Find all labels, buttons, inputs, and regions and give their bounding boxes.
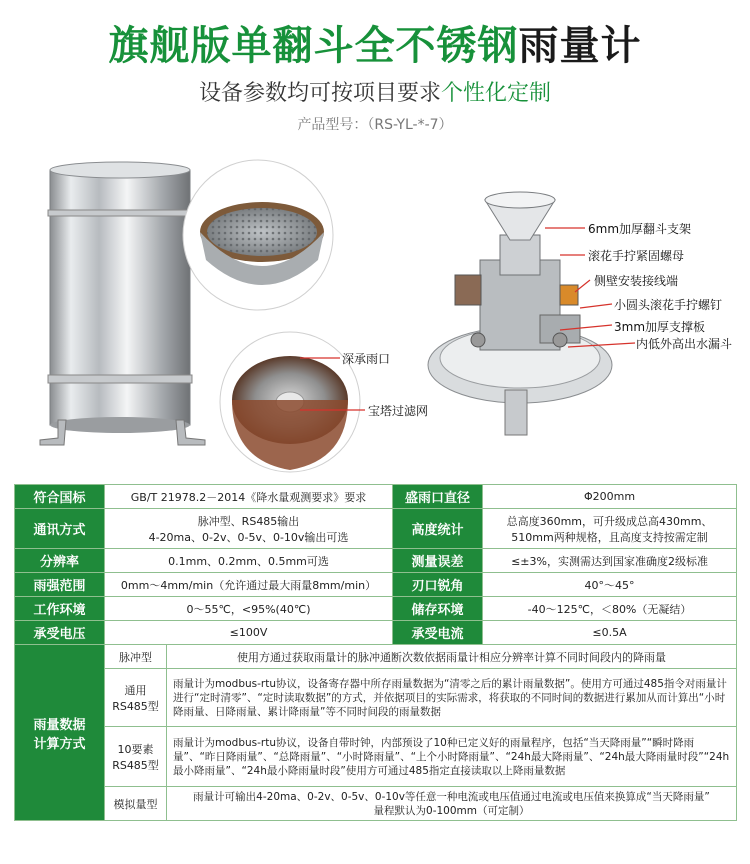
calc-row-pulse xyxy=(15,645,737,669)
callout-thumb-screw: 小圆头滚花手拧螺钉 xyxy=(614,298,723,312)
calc-row-analog xyxy=(15,787,737,821)
spec-value: ≤±3%，实测需达到国家准确度2级标准 xyxy=(483,549,737,573)
calc-row-rs485 xyxy=(15,669,737,727)
spec-key: 储存环境 xyxy=(393,597,483,621)
callout-drain-funnel: 内低外高出水漏斗 xyxy=(636,337,733,351)
spec-value: ≤0.5A xyxy=(483,621,737,645)
calc-type-text xyxy=(167,787,737,821)
calc-type-label: 模拟量型 xyxy=(105,787,167,821)
spec-key: 承受电压 xyxy=(15,621,105,645)
calc-type-label-line: 通用 xyxy=(124,683,147,697)
calc-type-text: 雨量计为modbus-rtu协议，设备自带时钟，内部预设了10种已定义好的雨量程序，包括“当天降雨量”“瞬时降雨量”、“昨日降雨量”、“总降雨量”、“小时降雨量”、“上个小时降雨量”、“24h最大降雨量”、“24h最大降雨量时段”“24h最小降雨量”、“24h最小降雨量时段”使用方可通过485指定直接读取以上降雨量数据 xyxy=(167,727,737,787)
spec-key: 测量误差 xyxy=(393,549,483,573)
spec-row xyxy=(15,549,737,573)
spec-key: 盛雨口直径 xyxy=(393,485,483,509)
spec-key: 高度统计 xyxy=(393,509,483,549)
spec-value-line: 510mm两种规格，且高度支持按需定制 xyxy=(511,530,708,544)
title-green-part: 旗舰版单翻斗全不锈钢 xyxy=(108,23,519,69)
calc-label-line: 计算方式 xyxy=(33,736,86,752)
spec-key: 通讯方式 xyxy=(15,509,105,549)
spec-value-line: 总高度360mm，可升级成总高430mm、 xyxy=(506,514,713,528)
spec-key: 分辨率 xyxy=(15,549,105,573)
title-dark-part: 雨量计 xyxy=(518,23,642,69)
callout-side-terminal: 侧壁安装接线端 xyxy=(594,274,679,288)
mesh-inset xyxy=(183,160,333,310)
calc-type-label xyxy=(105,669,167,727)
spec-row xyxy=(15,621,737,645)
calc-type-label: 脉冲型 xyxy=(105,645,167,669)
calc-type-label-line: RS485型 xyxy=(112,758,159,772)
spec-key: 工作环境 xyxy=(15,597,105,621)
spec-value-line: 脉冲型、RS485输出 xyxy=(197,514,300,528)
callout-filter-mesh: 宝塔过滤网 xyxy=(368,404,429,418)
spec-value: -40～125℃，＜80%（无凝结） xyxy=(483,597,737,621)
spec-value: 40°～45° xyxy=(483,573,737,597)
spec-row xyxy=(15,597,737,621)
calc-type-text-line: 量程默认为0-100mm（可定制） xyxy=(373,804,530,817)
calc-type-text-line: 雨量计可输出4-20ma、0-2v、0-5v、0-10v等任意一种电流或电压值通过电流或电压值来换算成“当天降雨量” xyxy=(193,790,710,803)
product-figure xyxy=(0,140,750,480)
product-model: 产品型号：（RS-YL-*-7） xyxy=(297,117,453,133)
spec-key: 雨强范围 xyxy=(15,573,105,597)
callout-knurled-nut: 滚花手拧紧固螺母 xyxy=(588,249,685,263)
calc-row-ten-element xyxy=(15,727,737,787)
calc-type-text: 雨量计为modbus-rtu协议，设备寄存器中所存雨量数据为“清零之后的累计雨量数据”。使用方可通过485指令对雨量计进行“定时清零”、“定时读取数据”的方式，并依据项目的实际需求，将获取的不同时间的数据进行累加从而计算出“小时降雨量、日降雨量、累计降雨量”等不同时间段的雨量数据 xyxy=(167,669,737,727)
callout-deep-inlet: 深承雨口 xyxy=(342,352,391,366)
spec-value: ≤100V xyxy=(105,621,393,645)
spec-value xyxy=(105,509,393,549)
spec-value: Φ200mm xyxy=(483,485,737,509)
spec-key: 承受电流 xyxy=(393,621,483,645)
spec-value-line: 4-20ma、0-2v、0-5v、0-10v输出可选 xyxy=(148,530,349,544)
funnel-inset xyxy=(220,332,360,472)
spec-row xyxy=(15,573,737,597)
spec-row xyxy=(15,485,737,509)
calc-label-line: 雨量数据 xyxy=(33,717,86,733)
spec-key: 刃口锐角 xyxy=(393,573,483,597)
spec-value: 0～55℃，<95%(40℃) xyxy=(105,597,393,621)
spec-value: GB/T 21978.2－2014《降水量观测要求》要求 xyxy=(105,485,393,509)
calc-type-label-line: 10要素 xyxy=(117,742,154,756)
subtitle-dark-part: 设备参数均可按项目要求 xyxy=(198,81,441,106)
spec-table xyxy=(14,484,737,821)
spec-row xyxy=(15,509,737,549)
calc-type-label xyxy=(105,727,167,787)
gauge-cylinder xyxy=(40,162,205,445)
callout-support-plate: 3mm加厚支撑板 xyxy=(614,320,706,334)
page-subtitle xyxy=(0,76,750,107)
spec-value xyxy=(483,509,737,549)
page-title xyxy=(0,14,750,71)
spec-value: 0.1mm、0.2mm、0.5mm可选 xyxy=(105,549,393,573)
calc-type-text: 使用方通过获取雨量计的脉冲通断次数依据雨量计相应分辨率计算不同时间段内的降雨量 xyxy=(167,645,737,669)
spec-value: 0mm～4mm/min（允许通过最大雨量8mm/min） xyxy=(105,573,393,597)
spec-key: 符合国标 xyxy=(15,485,105,509)
callout-bucket-bracket: 6mm加厚翻斗支架 xyxy=(588,222,692,236)
calc-method-label xyxy=(15,645,105,821)
subtitle-green-part: 个性化定制 xyxy=(441,81,552,106)
calc-type-label-line: RS485型 xyxy=(112,699,159,713)
